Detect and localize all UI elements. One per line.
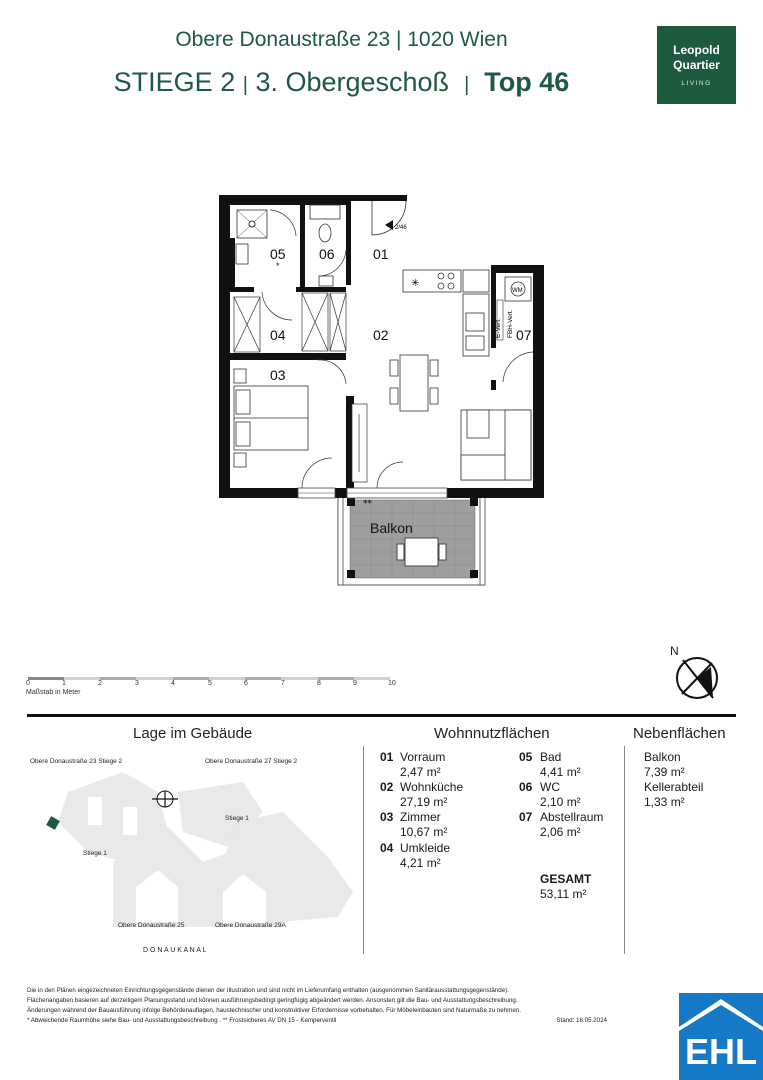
scale-caption: Maßstab in Meter [26, 689, 81, 696]
stand-date: Stand: 16.05.2024 [556, 1017, 607, 1024]
site-map [28, 752, 363, 957]
separator: | [242, 74, 248, 96]
total-label: GESAMT [540, 872, 592, 886]
svg-text:*: * [276, 261, 280, 271]
svg-text:**: ** [363, 499, 372, 509]
top-label: Top 46 [484, 67, 570, 97]
floor-label: 3. Obergeschoß [255, 67, 450, 97]
column-separator [624, 746, 625, 954]
ehl-logo: EHL [679, 993, 763, 1080]
room-number-01: 01 [373, 246, 389, 262]
svg-text:✳: ✳ [411, 278, 420, 289]
address-line: Obere Donaustraße 23 | 1020 Wien [175, 28, 508, 51]
room-number-07: 07 [516, 327, 532, 343]
column-separator [363, 746, 364, 954]
room-number-02: 02 [373, 327, 389, 343]
wohn-title: Wohnnutzflächen [434, 725, 550, 742]
north-label: N [670, 644, 679, 658]
stiege-label: STIEGE 2 [113, 67, 236, 97]
door-number: 2/46 [395, 225, 407, 231]
balcony-label: Balkon [370, 520, 413, 536]
separator: | [464, 74, 470, 96]
disclaimer: Die in den Plänen eingezeichneten Einrichtungsgegenstände dienen der Illustration und sind nicht im Lieferumfang enthalten (ausgenommen Sanitärausstattungsgegenstände). Flächenangaben basieren auf derzeitigem Planungsstand und können ausführungsbedingt geringfügig abgeändert werden. Ansonsten gilt die Bau- und Ausstattungsbeschreibung. Änderungen während der Bauausführung infolge Behördenauflagen, haustechnischer und konstruktiver Erfordernisse vorbehalten. Für Möbeleinbauten sind Naturmaße zu nehmen. * Abweichende Raumhöhe siehe Bau- und Ausstattungsbeschreibung . ** Frostsicheres AV DN 15 - Kemperventil Stand: 16.05.2024 [27, 987, 607, 1024]
lage-title: Lage im Gebäude [133, 725, 253, 742]
total-area: 53,11 m² [540, 887, 587, 901]
room-number-05: 05 [270, 246, 286, 262]
room-number-04: 04 [270, 327, 286, 343]
balcony [338, 497, 485, 585]
section-divider [27, 714, 736, 717]
leopold-quartier-logo: Leopold Quartier LIVING [657, 26, 736, 104]
e-vert-label: E-Vert. [495, 318, 502, 338]
fbh-vert-label: FBH-Vert. [507, 309, 514, 338]
room-number-03: 03 [270, 367, 286, 383]
north-arrow-icon [677, 658, 717, 698]
neben-title: Nebenflächen [633, 725, 726, 742]
room-number-06: 06 [319, 246, 335, 262]
washing-machine-label: WM [512, 288, 523, 294]
